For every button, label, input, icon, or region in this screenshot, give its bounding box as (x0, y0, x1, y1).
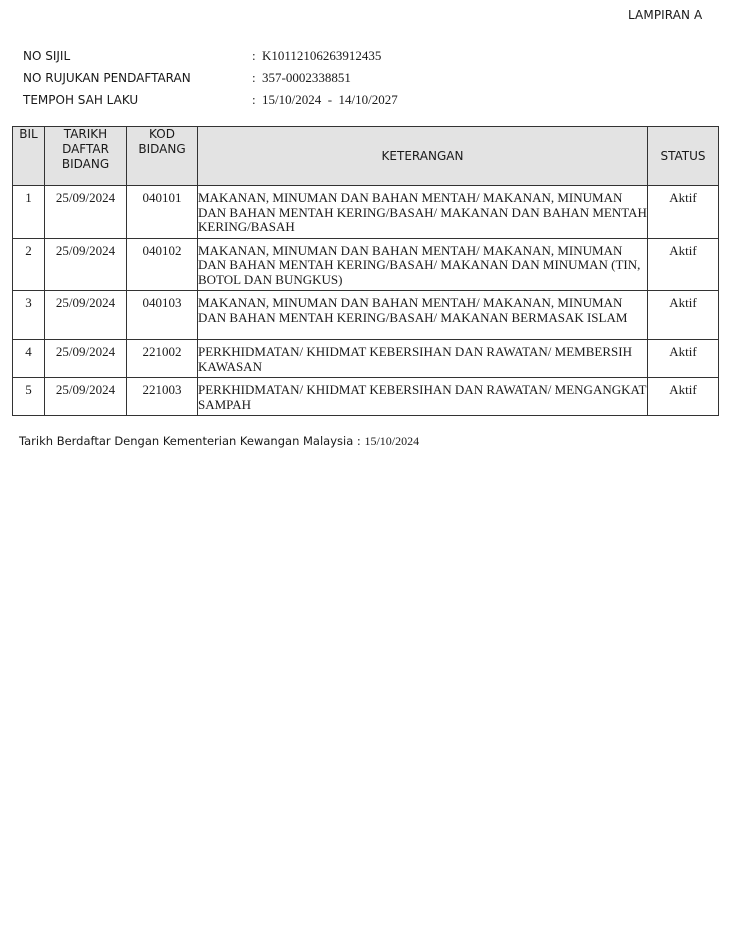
table-row (13, 186, 719, 239)
registration-date-value: 15/10/2024 (364, 434, 420, 448)
column-header-keterangan: KETERANGAN (198, 127, 648, 186)
cell-status: Aktif (648, 291, 719, 340)
cell-keterangan: PERKHIDMATAN/ KHIDMAT KEBERSIHAN DAN RAWATAN/ MENGANGKAT SAMPAH (198, 378, 648, 416)
cell-kod: 040102 (127, 238, 198, 291)
cell-keterangan: MAKANAN, MINUMAN DAN BAHAN MENTAH/ MAKANAN, MINUMAN DAN BAHAN MENTAH KERING/BASAH/ MAKANAN DAN MINUMAN (TIN, BOTOL DAN BUNGKUS) (198, 238, 648, 291)
cell-tarikh: 25/09/2024 (45, 291, 127, 340)
cell-kod: 221002 (127, 340, 198, 378)
column-header-status: STATUS (648, 127, 719, 186)
column-header-kod: KOD BIDANG (127, 127, 198, 186)
cell-keterangan: PERKHIDMATAN/ KHIDMAT KEBERSIHAN DAN RAWATAN/ MEMBERSIH KAWASAN (198, 340, 648, 378)
cell-bil: 2 (13, 238, 45, 291)
cell-tarikh: 25/09/2024 (45, 378, 127, 416)
meta-row-no-rujukan (23, 67, 398, 89)
table-row (13, 238, 719, 291)
column-header-bil: BIL (13, 127, 45, 186)
table-row (13, 378, 719, 416)
cell-kod: 221003 (127, 378, 198, 416)
cell-status: Aktif (648, 378, 719, 416)
cell-kod: 040103 (127, 291, 198, 340)
cell-status: Aktif (648, 186, 719, 239)
validity-period: 15/10/2024 - 14/10/2027 (262, 92, 398, 107)
meta-colon: : (252, 70, 256, 85)
column-header-tarikh: TARIKH DAFTAR BIDANG (45, 127, 127, 186)
cell-tarikh: 25/09/2024 (45, 238, 127, 291)
cell-tarikh: 25/09/2024 (45, 340, 127, 378)
cell-bil: 5 (13, 378, 45, 416)
registration-date-note (19, 434, 419, 449)
meta-colon: : (252, 48, 256, 63)
bidang-table (12, 126, 719, 416)
cell-keterangan: MAKANAN, MINUMAN DAN BAHAN MENTAH/ MAKANAN, MINUMAN DAN BAHAN MENTAH KERING/BASAH/ MAKANAN DAN BAHAN MENTAH KERING/BASAH (198, 186, 648, 239)
meta-label: NO SIJIL (23, 49, 71, 63)
cell-bil: 1 (13, 186, 45, 239)
cell-kod: 040101 (127, 186, 198, 239)
table-row (13, 291, 719, 340)
certificate-meta (23, 45, 398, 111)
registration-reference: 357-0002338851 (262, 70, 351, 85)
meta-row-no-sijil (23, 45, 398, 67)
table-header-row (13, 127, 719, 186)
cell-bil: 3 (13, 291, 45, 340)
cell-tarikh: 25/09/2024 (45, 186, 127, 239)
meta-colon: : (252, 92, 256, 107)
cell-status: Aktif (648, 340, 719, 378)
meta-label: TEMPOH SAH LAKU (23, 93, 139, 107)
cell-status: Aktif (648, 238, 719, 291)
registration-date-label: Tarikh Berdaftar Dengan Kementerian Kewangan Malaysia : (19, 434, 365, 448)
cell-keterangan: MAKANAN, MINUMAN DAN BAHAN MENTAH/ MAKANAN, MINUMAN DAN BAHAN MENTAH KERING/BASAH/ MAKANAN BERMASAK ISLAM (198, 291, 648, 340)
table-row (13, 340, 719, 378)
certificate-number: K10112106263912435 (262, 48, 382, 63)
meta-label: NO RUJUKAN PENDAFTARAN (23, 71, 191, 85)
meta-row-tempoh (23, 89, 398, 111)
cell-bil: 4 (13, 340, 45, 378)
lampiran-label: LAMPIRAN A (628, 8, 703, 22)
